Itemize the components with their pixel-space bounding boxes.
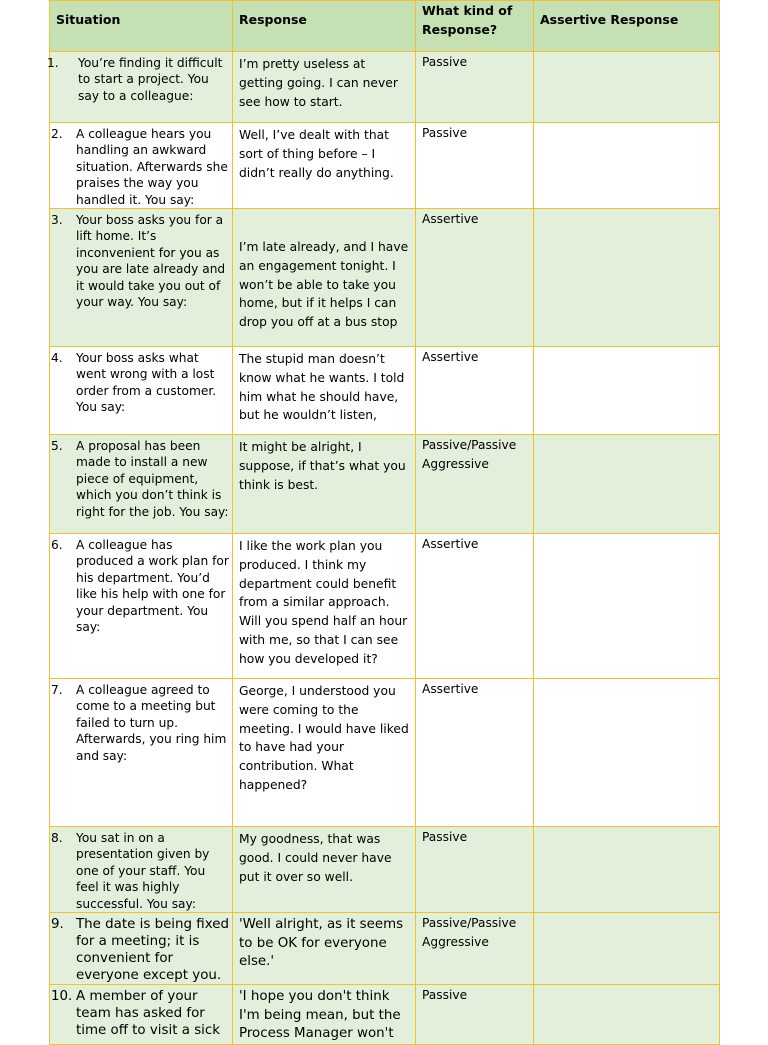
header-assertive-response: Assertive Response — [534, 1, 720, 52]
row-number: 5. — [51, 439, 63, 454]
kind-text: Passive — [422, 988, 468, 1003]
assertive-response-text — [534, 827, 719, 830]
situation-cell — [50, 827, 233, 913]
situation-cell — [50, 913, 233, 985]
row-number: 10. — [51, 989, 73, 1005]
response-text: I’m late already, and I have an engagement tonight. I won’t be able to take you home, but if it helps I can drop you off at a bus stop — [239, 240, 409, 330]
response-text: George, I understood you were coming to the meeting. I would have liked to have had your contribution. What happened? — [239, 684, 409, 793]
kind-text: Assertive — [422, 537, 479, 552]
kind-text: Passive — [422, 55, 468, 69]
table-row — [50, 347, 720, 435]
situation-cell — [50, 534, 233, 679]
response-cell — [233, 123, 416, 209]
table-row — [50, 123, 720, 209]
situation-text: A colleague agreed to come to a meeting but failed to turn up. Afterwards, you ring him and say: — [76, 683, 227, 763]
kind-text: Passive — [422, 126, 468, 140]
situation-text: You sat in on a presentation given by one of your staff. You feel it was highly successful. You say: — [76, 831, 210, 911]
kind-cell — [416, 52, 534, 123]
assertive-response-cell[interactable] — [534, 913, 720, 985]
assertive-response-cell[interactable] — [534, 827, 720, 913]
row-number: 1. — [47, 56, 59, 70]
situation-text: A proposal has been made to install a new piece of equipment, which you don’t think is right for the job. You say: — [76, 439, 229, 519]
response-text: 'Well alright, as it seems to be OK for everyone else.' — [239, 917, 404, 970]
kind-cell — [416, 985, 534, 1045]
assertive-response-text — [534, 534, 719, 537]
table-row — [50, 679, 720, 827]
response-text: It might be alright, I suppose, if that’s what you think is best. — [239, 440, 406, 492]
situation-text: The date is being fixed for a meeting; it is convenient for everyone except you. — [76, 917, 229, 984]
kind-cell — [416, 347, 534, 435]
situation-cell — [50, 435, 233, 534]
assertive-response-cell[interactable] — [534, 52, 720, 123]
kind-cell — [416, 123, 534, 209]
situation-text: Your boss asks what went wrong with a lost order from a customer. You say: — [76, 351, 217, 415]
table-row — [50, 985, 720, 1045]
situation-cell — [50, 985, 233, 1045]
assertive-response-cell[interactable] — [534, 347, 720, 435]
kind-cell — [416, 209, 534, 347]
response-cell — [233, 534, 416, 679]
kind-cell — [416, 827, 534, 913]
table-row — [50, 827, 720, 913]
assertive-response-cell[interactable] — [534, 985, 720, 1045]
assertive-response-text — [534, 435, 719, 438]
kind-text: Assertive — [422, 682, 479, 697]
situation-cell — [50, 123, 233, 209]
kind-text: Assertive — [422, 350, 479, 365]
response-cell — [233, 435, 416, 534]
kind-text: Passive/Passive Aggressive — [422, 916, 517, 950]
assertive-response-text — [534, 347, 719, 350]
kind-text: Assertive — [422, 212, 479, 227]
row-number: 2. — [51, 127, 63, 141]
situation-cell — [50, 209, 233, 347]
situation-text: Your boss asks you for a lift home. It’s inconvenient for you as you are late already and it would take you out of your way. You say: — [76, 213, 226, 310]
row-number: 3. — [51, 213, 63, 228]
assertive-response-text — [534, 52, 719, 55]
response-cell — [233, 52, 416, 123]
assertive-response-cell[interactable] — [534, 123, 720, 209]
header-kind: What kind of Response? — [416, 1, 534, 52]
response-text: Well, I’ve dealt with that sort of thing before – I didn’t really do anything. — [239, 128, 394, 180]
assertive-response-text — [534, 679, 719, 682]
response-cell — [233, 913, 416, 985]
assertive-response-cell[interactable] — [534, 534, 720, 679]
situation-cell — [50, 679, 233, 827]
kind-text: Passive/Passive Aggressive — [422, 438, 517, 472]
response-cell — [233, 985, 416, 1045]
table-row — [50, 534, 720, 679]
header-response: Response — [233, 1, 416, 52]
table-row — [50, 913, 720, 985]
assertive-response-text — [534, 913, 719, 916]
assertive-response-text — [534, 209, 719, 212]
row-number: 9. — [51, 917, 64, 933]
response-cell — [233, 679, 416, 827]
table-row — [50, 52, 720, 123]
situation-cell — [50, 347, 233, 435]
assertive-response-cell[interactable] — [534, 209, 720, 347]
situation-text: You’re finding it difficult to start a project. You say to a colleague: — [78, 56, 223, 103]
response-cell — [233, 827, 416, 913]
response-text: I like the work plan you produced. I think my department could benefit from a similar approach. Will you spend half an hour with me, so that I can see how you developed it? — [239, 539, 408, 666]
assertive-response-cell[interactable] — [534, 435, 720, 534]
table-row — [50, 435, 720, 534]
response-cell — [233, 347, 416, 435]
assertive-response-text — [534, 985, 719, 988]
response-text: 'I hope you don't think I'm being mean, but the Process Manager won't — [239, 989, 401, 1042]
row-number: 6. — [51, 538, 63, 553]
situation-text: A colleague has produced a work plan for his department. You’d like his help with one for your department. You say: — [76, 538, 229, 635]
assertive-response-text — [534, 123, 719, 126]
response-cell — [233, 209, 416, 347]
assertive-response-cell[interactable] — [534, 679, 720, 827]
situation-text: A member of your team has asked for time off to visit a sick — [76, 989, 221, 1039]
header-situation: Situation — [50, 1, 233, 52]
row-number: 4. — [51, 351, 63, 366]
assertiveness-table — [49, 0, 720, 1045]
situation-text: A colleague hears you handling an awkward situation. Afterwards she praises the way you handled it. You say: — [76, 127, 228, 207]
response-text: I’m pretty useless at getting going. I can never see how to start. — [239, 57, 398, 109]
kind-cell — [416, 913, 534, 985]
row-number: 8. — [51, 831, 63, 846]
response-text: My goodness, that was good. I could never have put it over so well. — [239, 832, 392, 884]
kind-cell — [416, 534, 534, 679]
header-row — [50, 1, 720, 52]
situation-cell — [47, 52, 233, 123]
kind-text: Passive — [422, 830, 468, 845]
kind-cell — [416, 679, 534, 827]
row-number: 7. — [51, 683, 63, 698]
kind-cell — [416, 435, 534, 534]
response-text: The stupid man doesn’t know what he wants. I told him what he should have, but he wouldn’t listen, — [239, 352, 405, 423]
table-row — [50, 209, 720, 347]
